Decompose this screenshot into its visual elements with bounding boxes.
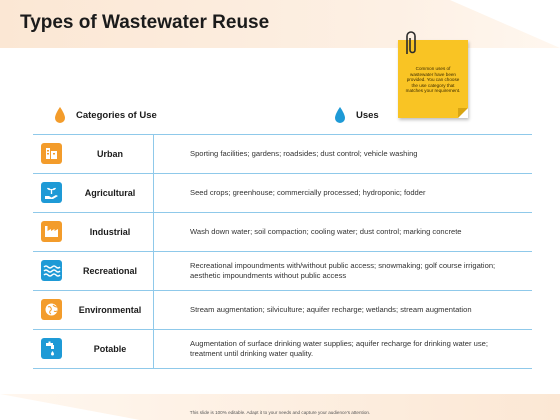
category-label: Urban [96, 149, 123, 159]
sticky-note-text: Common uses of wastewater have been provided. You can choose the use category that matches your requirement. [405, 66, 461, 94]
uses-text: Recreational impoundments with/without public access; snowmaking; golf course irrigation; aesthetic impoundments without public access [190, 261, 496, 280]
water-drop-orange-icon [54, 106, 66, 124]
table-row [33, 134, 532, 173]
bottom-decor-cut [0, 394, 140, 420]
globe-icon [41, 299, 62, 320]
water-drop-blue-icon [334, 106, 346, 124]
waves-icon [41, 260, 62, 281]
category-label: Recreational [82, 266, 138, 276]
category-label: Environmental [78, 305, 142, 315]
page-title: Types of Wastewater Reuse [20, 12, 270, 33]
table-row [33, 329, 532, 369]
table-row [33, 173, 532, 212]
header-categories: Categories of Use [76, 110, 157, 121]
uses-text: Sporting facilities; gardens; roadsides; dust control; vehicle washing [190, 149, 418, 158]
table-row [33, 290, 532, 329]
category-label: Industrial [89, 227, 131, 237]
header-uses: Uses [356, 110, 379, 121]
plant-in-hand-icon [41, 182, 62, 203]
factory-icon [41, 221, 62, 242]
building-icon [41, 143, 62, 164]
footer-note: This slide is 100% editable. Adapt it to your needs and capture your audience's attention. [189, 410, 371, 415]
category-label: Potable [93, 344, 127, 354]
category-label: Agricultural [84, 188, 136, 198]
uses-text: Augmentation of surface drinking water supplies; aquifer recharge for drinking water use; treatment until drinking water quality. [190, 339, 489, 358]
paperclip-icon [401, 30, 419, 56]
reuse-table [33, 134, 532, 369]
uses-text: Seed crops; greenhouse; commercially processed; hydroponic; fodder [190, 188, 426, 197]
table-row [33, 212, 532, 251]
uses-text: Stream augmentation; silviculture; aquifer recharge; wetlands; stream augmentation [190, 305, 472, 314]
table-row [33, 251, 532, 290]
uses-text: Wash down water; soil compaction; cooling water; dust control; marking concrete [190, 227, 462, 236]
column-divider [153, 134, 154, 368]
sticky-note-fold [458, 108, 468, 118]
water-tap-icon [41, 338, 62, 359]
